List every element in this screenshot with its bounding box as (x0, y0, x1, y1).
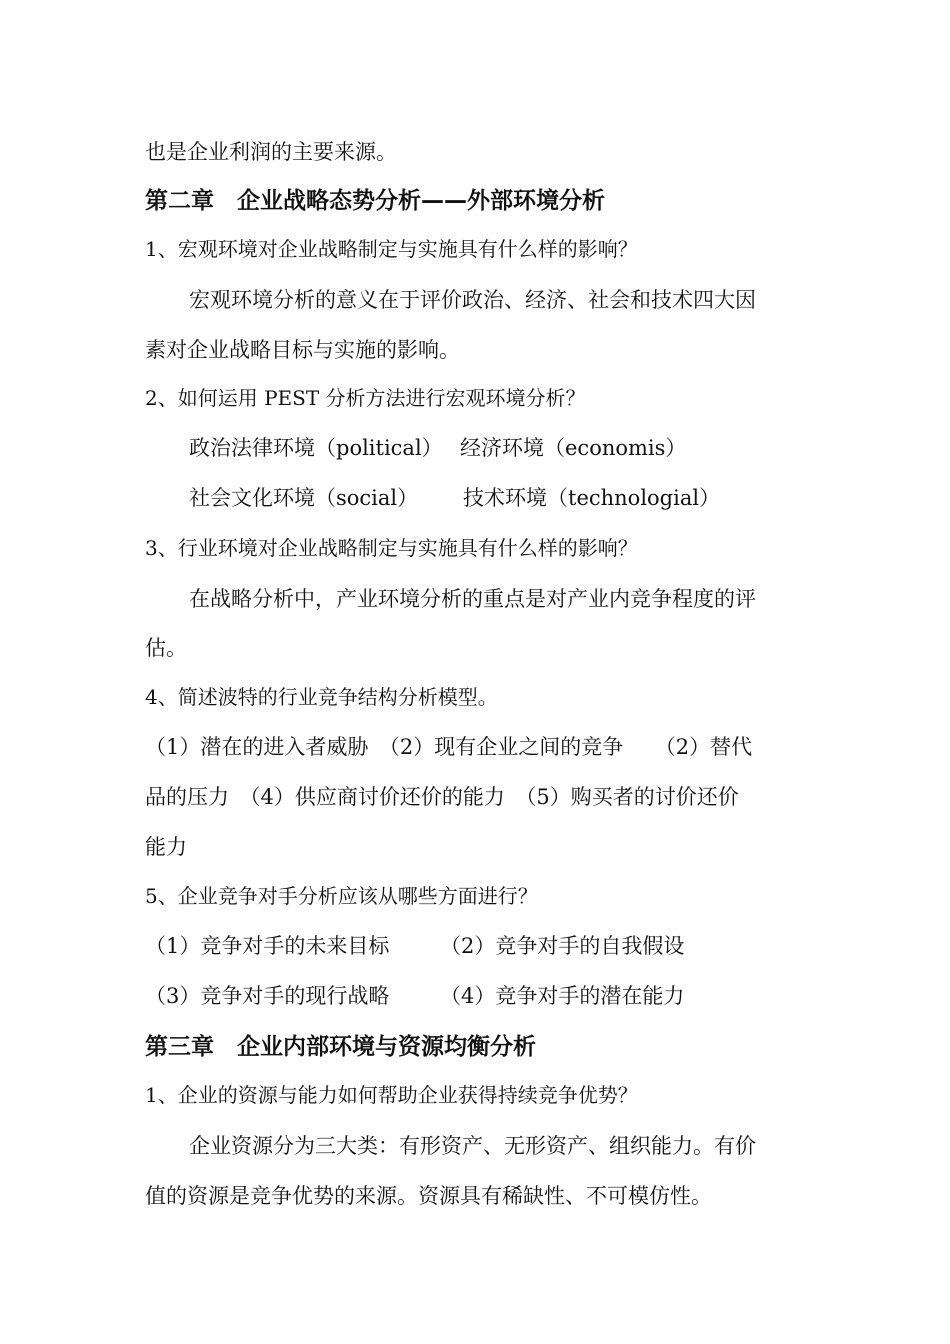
chapter-heading-2: 第二章 企业战略态势分析——外部环境分析 (145, 188, 605, 214)
competitor-assumption: （2）竞争对手的自我假设 (440, 934, 685, 958)
text-line: 也是企业利润的主要来源。 (145, 140, 397, 164)
pest-social: 社会文化环境（social） (189, 486, 419, 510)
answer-line: 品的压力 （4）供应商讨价还价的能力 （5）购买者的讨价还价 (145, 785, 739, 809)
question-5: 5、企业竞争对手分析应该从哪些方面进行？ (145, 884, 538, 908)
competitor-goal: （1）竞争对手的未来目标 (145, 934, 390, 958)
pest-political: 政治法律环境（political） (189, 436, 443, 460)
answer-line: 企业资源分为三大类：有形资产、无形资产、组织能力。有价 (189, 1134, 756, 1158)
answer-line: 宏观环境分析的意义在于评价政治、经济、社会和技术四大因 (189, 288, 756, 312)
answer-line: 值的资源是竞争优势的来源。资源具有稀缺性、不可模仿性。 (145, 1184, 712, 1208)
answer-line: 估。 (145, 636, 187, 660)
answer-line: 素对企业战略目标与实施的影响。 (145, 338, 460, 362)
question-3: 3、行业环境对企业战略制定与实施具有什么样的影响？ (145, 536, 638, 560)
competitor-strategy: （3）竞争对手的现行战略 (145, 984, 390, 1008)
question-1: 1、宏观环境对企业战略制定与实施具有什么样的影响？ (145, 237, 638, 261)
competitor-capability: （4）竞争对手的潜在能力 (440, 984, 685, 1008)
pest-technological: 技术环境（technologial） (463, 486, 721, 510)
question-4: 4、简述波特的行业竞争结构分析模型。 (145, 685, 498, 709)
answer-line: 在战略分析中，产业环境分析的重点是对产业内竞争程度的评 (189, 587, 756, 611)
answer-line: （1）潜在的进入者威胁 （2）现有企业之间的竞争 （2）替代 (145, 735, 753, 759)
question-2: 2、如何运用 PEST 分析方法进行宏观环境分析？ (145, 386, 586, 410)
chapter-heading-3: 第三章 企业内部环境与资源均衡分析 (145, 1034, 536, 1060)
pest-economic: 经济环境（economis） (460, 436, 687, 460)
answer-line: 能力 (145, 835, 187, 859)
question-6: 1、企业的资源与能力如何帮助企业获得持续竞争优势？ (145, 1083, 638, 1107)
